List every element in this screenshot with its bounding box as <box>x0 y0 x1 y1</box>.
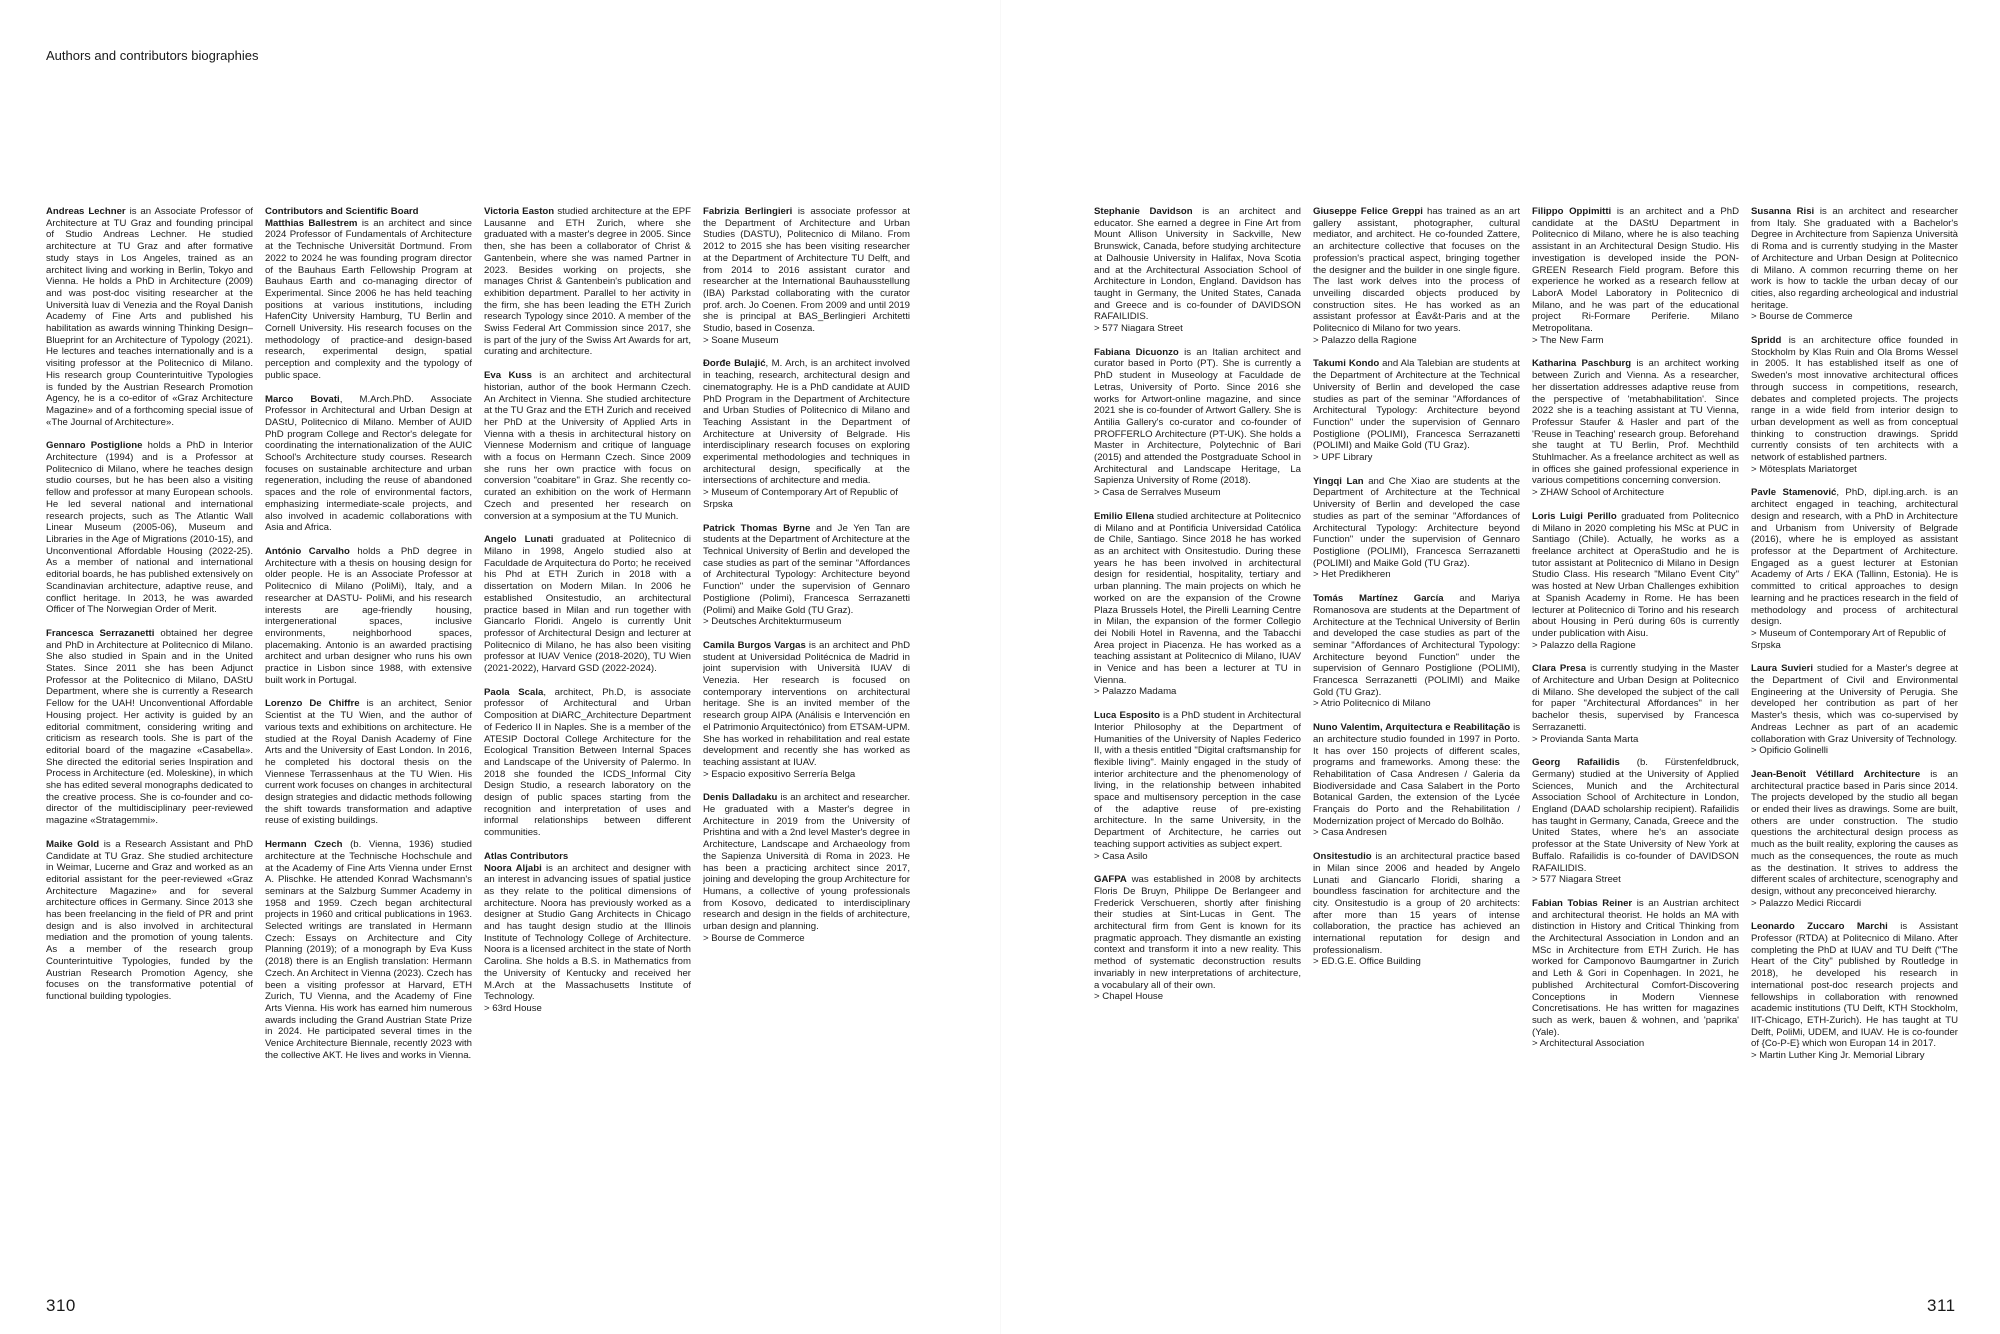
biography-column-3 <box>484 206 691 1266</box>
bio-name: Lorenzo De Chiffre <box>265 698 360 710</box>
bio-text: , M. Arch, is an architect involved in teaching, research, architectural design and cinematography. He is a PhD candidate at AUID PhD Program in the Department of Architecture and Urban Studies of Politecnico di Milano and Teaching Assistant in the Department of Architecture at University of Belgrade. His interdisciplinary research focuses on exploring experimental methodologies and techniques in architectural design, specifically at the intersections of architecture and media. <box>703 358 910 487</box>
bio-name: Patrick Thomas Byrne <box>703 522 811 534</box>
bio-entry <box>703 640 910 780</box>
bio-entry <box>1313 206 1520 346</box>
bio-name: Denis Dalladaku <box>703 792 778 804</box>
bio-entry <box>265 546 472 686</box>
bio-name: Đorđe Bulajić <box>703 358 766 370</box>
bio-entry <box>1532 206 1739 346</box>
bio-text: was established in 2008 by architects Floris De Bruyn, Philippe De Berlangeer and Frederick Verschueren, shortly after finishing their studies at Sint-Lucas in Gent. The architectural firm from Gent is known for its pragmatic approach. They dismantle an existing context and transform it into a new reality. This method of systematic deconstruction results invariably in new interpretations of architecture, a vocabulary all of their own. <box>1094 874 1301 991</box>
bio-name: Fabrizia Berlingieri <box>703 206 793 217</box>
bio-text: is an architect and designer with an interest in advancing issues of spatial justice as they relate to the political dimensions of architecture. Noora has previously worked as a designer at Studio Gang Architects in Chicago and has taught design studio at the Illinois Institute of Technology College of Architecture. Noora is a licensed architect in the state of North Carolina. She holds a B.S. in Mathematics from the University of Kentucky and received her M.Arch at the Massachusetts Institute of Technology. <box>484 862 691 1003</box>
bio-entry <box>484 687 691 839</box>
case-study-reference: > ED.G.E. Office Building <box>1313 956 1421 968</box>
case-study-reference: > Atrio Politecnico di Milano <box>1313 698 1431 710</box>
bio-entry <box>1094 347 1301 499</box>
bio-name: Onsitestudio <box>1313 851 1372 863</box>
bio-entry <box>484 863 691 1015</box>
bio-entry <box>1313 476 1520 581</box>
bio-entry <box>703 206 910 346</box>
bio-name: Leonardo Zuccaro Marchi <box>1751 921 1888 933</box>
bio-text: , architect, Ph.D, is associate professor of Architectural and Urban Composition at DiARC_Architecture Department of Federico II in Naples. She is a member of the ATESIP Doctoral College Architecture for the Ecological Transition Between Internal Spaces and Landscape of the University of Palermo. In 2018 she founded the ICDS_Informal City Design Studio, a research laboratory on the design of public spaces starting from the recognition and interpretation of uses and informal relationships between different communities. <box>484 686 691 839</box>
bio-entry <box>1313 358 1520 463</box>
page-gutter <box>1000 0 1001 1334</box>
bio-entry <box>1751 206 1958 323</box>
bio-text: studied architecture at the EPF Lausanne and ETH Zurich, where she graduated with a master's degree in 2005. Since then, she has been a collaborator of Christ & Gantenbein, where she was named Partner in 2023. Besides working on projects, she manages Christ & Gantenbein's publication and exhibition department. Parallel to her activity in the firm, she has been leading the ETH Zurich research Typology since 2010. A member of the Swiss Federal Art Commission since 2017, she is part of the jury of the Swiss Art Awards for art, curating and architecture. <box>484 206 691 358</box>
bio-text: (b. Vienna, 1936) studied architecture at the Technische Hochschule and at the Academy of Fine Arts Vienna under Ernst A. Plischke. He attended Konrad Wachsmann's seminars at the Salzburg Summer Academy in 1958 and 1959. Czech began architectural projects in 1960 and critical publications in 1963. Selected writings are translated in Hermann Czech: Essays on Architecture and City Planning (2019); of a monograph by Eva Kuss (2018) there is an English translation: Hermann Czech. An Architect in Vienna (2023). Czech has been a visiting professor at Harvard, ETH Zurich, TU Vienna, and the Academy of Fine Arts Vienna. His work has earned him numerous awards including the Grand Austrian State Prize in 2024. He participated several times in the Venice Architecture Biennale, recently 2023 with the collective AKT. He lives and works in Vienna. <box>265 839 472 1061</box>
case-study-reference: > 577 Niagara Street <box>1532 874 1621 886</box>
case-study-reference: > Museum of Contemporary Art of Republic of Srpska <box>703 487 898 510</box>
bio-name: Noora Aljabi <box>484 862 542 874</box>
bio-entry <box>1532 511 1739 651</box>
case-study-reference: > Het Predikheren <box>1313 569 1391 581</box>
bio-text: is an architectural practice based in Milan since 2006 and headed by Angelo Lunati and Giancarlo Floridi, sharing a boundless fascination for architecture and the city. Onsitestudio is a group of 20 architects: after more than 15 years of intense collaboration, the practice has achieved an international reputation for design and professionalism. <box>1313 851 1520 956</box>
bio-name: Pavle Stamenović <box>1751 487 1837 499</box>
bio-text: , PhD, dipl.ing.arch. is an architect engaged in teaching, architectural design and research, with a PhD in Architecture and Urbanism from University of Belgrade (2016), where he is employed as assistant professor at the Department of Architecture. Engaged as a guest lecturer at Estonian Academy of Arts / EKA (Tallinn, Estonia). He is committed to critical approaches to design learning and he practices research in the field of methodology and process of architectural design. <box>1751 487 1958 628</box>
section-heading: Atlas Contributors <box>484 850 569 862</box>
bio-text: is an architect, Senior Scientist at the TU Wien, and the author of various texts and exhibitions on architecture. He studied at the Royal Danish Academy of Fine Arts and the University of East London. In 2016, he completed his doctoral thesis on the Viennese Terrassenhaus at the TU Wien. His current work focuses on changes in architectural design strategies and didactic methods following the shift towards transformation and adaptive reuse of existing buildings. <box>265 698 472 827</box>
bio-entry <box>1313 593 1520 710</box>
bio-name: Andreas Lechner <box>46 206 126 217</box>
biography-column-5 <box>1094 206 1301 1266</box>
bio-name: Matthias Ballestrem <box>265 217 358 229</box>
bio-entry <box>1532 898 1739 1050</box>
bio-text: holds a PhD degree in Architecture with a thesis on housing design for older people. He is an Associate Professor at Politecnico di Milano (PoliMi), Italy, and a researcher at DASTU- PoliMi, and his research interests are age-friendly housing, intergenerational spaces, inclusive environments, neighborhood spaces, placemaking. Antonio is an awarded practising architect and urban designer who runs his own practice in Lisbon since 1988, with extensive built work in Portugal. <box>265 545 472 686</box>
bio-name: Francesca Serrazanetti <box>46 627 155 639</box>
case-study-reference: > Palazzo della Ragione <box>1313 334 1417 346</box>
case-study-reference: > ZHAW School of Architecture <box>1532 487 1665 499</box>
bio-entry <box>265 394 472 534</box>
bio-name: Giuseppe Felice Greppi <box>1313 206 1423 217</box>
case-study-reference: > Martin Luther King Jr. Memorial Library <box>1751 1050 1925 1062</box>
bio-name: Paola Scala <box>484 686 544 698</box>
case-study-reference: > Casa Andresen <box>1313 827 1387 839</box>
page-number-right: 311 <box>1927 1296 1956 1315</box>
bio-text: studied for a Master's degree at the Department of Civil and Environmental Engineering at the University of Perugia. She developed her contribution as part of her Master's thesis, which was co-supervised by Andreas Lechner as part of an academic collaboration with Graz University of Technology. <box>1751 663 1958 745</box>
case-study-reference: > Casa Asilo <box>1094 850 1148 862</box>
biography-column-1 <box>46 206 253 1266</box>
bio-entry <box>1751 663 1958 757</box>
bio-entry <box>1532 358 1739 498</box>
case-study-reference: > Deutsches Architekturmuseum <box>703 616 842 628</box>
biography-column-2 <box>265 206 472 1266</box>
bio-entry <box>1313 851 1520 968</box>
bio-text: is an Austrian architect and architectural theorist. He holds an MA with distinction in History and Critical Thinking from the Architectural Association in London and an MSc in Architecture from ETH Zurich. He has worked for Camponovo Baumgartner in Zurich and Leth & Gori in Copenhagen. In 2021, he published Architectural Comfort-Discovering Conceptions in Modern Viennese Concretisations. He has written for magazines such as werk, bauen & wohnen, and 'paprika' (Yale). <box>1532 897 1739 1038</box>
bio-text: and Che Xiao are students at the Department of Architecture at the Technical University of Berlin and developed the case studies as part of the seminar "Affordances of Architectural Typology: Architecture beyond Function" under the supervision of Gennaro Postiglione (POLIMI), Francesca Serrazanetti (POLIMI) and Maike Gold (TU Graz). <box>1313 475 1520 569</box>
bio-name: Angelo Lunati <box>484 534 554 546</box>
bio-name: Jean-Benoît Vétillard Architecture <box>1751 768 1921 780</box>
case-study-reference: > Soane Museum <box>703 334 779 346</box>
case-study-reference: > 577 Niagara Street <box>1094 323 1183 335</box>
bio-entry <box>265 839 472 1061</box>
case-study-reference: > 63rd House <box>484 1003 542 1014</box>
page-title: Authors and contributors biographies <box>46 48 259 63</box>
bio-text: and Mariya Romanosova are students at the Department of Architecture at the Technical University of Berlin and developed the case studies as part of the seminar "Affordances of Architectural Typology: Architecture beyond Function" under the supervision of Gennaro Postiglione (POLIMI), Francesca Serrazanetti (POLIMI) and Maike Gold (TU Graz). <box>1313 593 1520 698</box>
bio-entry <box>265 698 472 827</box>
bio-entry <box>703 523 910 628</box>
bio-entry <box>265 218 472 382</box>
bio-entry <box>46 440 253 616</box>
bio-text: is an Associate Professor of Architecture at TU Graz and founding principal of Studio Andreas Lechner. He studied architecture at TU Graz and after formative study stays in Los Angeles, trained as an architect living and working in Berlin, Tokyo and Vienna. He holds a PhD in Architecture (2009) and was post-doc visiting researcher at the Università Iuav di Venezia and the Royal Danish Academy of Fine Arts and published his habilitation as awards winning Thinking Design– Blueprint for an Architecture of Typology (2021). He lectures and teaches internationally and is a visiting professor at the Politecnico di Milano. His research group Counterintuitive Typologies is funded by the Austrian Research Promotion Agency, he is a co-editor of «Graz Architecture Magazine» and of a forthcoming special issue of «The Journal of Architecture». <box>46 206 253 428</box>
bio-entry <box>46 839 253 1003</box>
bio-name: Takumi Kondo <box>1313 358 1380 370</box>
bio-name: Luca Esposito <box>1094 710 1160 722</box>
bio-name: Yingqi Lan <box>1313 475 1364 487</box>
bio-entry <box>1094 206 1301 335</box>
bio-text: is an architect and educator. She earned a degree in Fine Art from Mount Allison University in Sackville, New Brunswick, Canada, before studying architecture at Dalhousie University in Halifax, Nova Scotia and at the Architectural Association School of Architecture in London, England. Davidson has taught in Germany, the United States, Canada and Greece and is co-founder of DAVIDSON RAFAILIDIS. <box>1094 206 1301 323</box>
bio-entry <box>484 534 691 674</box>
page-number-left: 310 <box>46 1296 76 1315</box>
bio-text: (b. Fürstenfeldbruck, Germany) studied at the University of Applied Sciences, Munich and the Architectural Association School of Architecture in London, England (DAAD scholarship recipient). Rafailidis has taught in Germany, Canada, Greece and the United States, where he's an associate professor at the State University of New York at Buffalo. Rafailidis is co-founder of DAVIDSON RAFAILIDIS. <box>1532 757 1739 874</box>
biography-column-6 <box>1313 206 1520 1266</box>
case-study-reference: > Chapel House <box>1094 991 1164 1003</box>
bio-name: Gennaro Postiglione <box>46 440 143 452</box>
bio-text: is an architect and researcher from Italy. She graduated with a Bachelor's Degree in Architecture from Sapienza Università di Roma and is currently studying in the Master of Architecture and Urban Design at Politecnico di Milano. A common recurring theme on her work is how to tackle the urban decay of our cities, also regarding archeological and industrial heritage. <box>1751 206 1958 311</box>
bio-text: is an architect and architectural historian, author of the book Hermann Czech. An Architect in Vienna. She studied architecture at the TU Graz and the ETH Zurich and received her PhD at the University of Applied Arts in Vienna with a thesis in architectural history on Viennese Modernism and critique of language with a focus on Hermann Czech. Since 2009 she runs her own practice with focus on conversion "coabitare" in Graz. She recently co-curated an exhibition on the work of Hermann Czech and presented her research on conversion at a symposium at the TU Munich. <box>484 370 691 522</box>
biography-column-4 <box>703 206 910 1266</box>
bio-name: Maike Gold <box>46 838 100 850</box>
bio-entry <box>484 206 691 358</box>
bio-entry <box>1751 921 1958 1061</box>
bio-text: studied architecture at Politecnico di Milano and at Pontificia Universidad Católica de Chile, Santiago. Since 2018 he has worked as an architect with Onsitestudio. During these years he has been involved in architectural design for residential, hospitality, tertiary and urban planning. The main projects on which he worked on are the expansion of the Crowne Plaza Brussels Hotel, the Pirelli Learning Centre in Milan, the expansion of the former Collegio dei Nobili Hotel in Ravenna, and the Tabacchi Area project in Piacenza. He has worked as a teaching assistant at Politecnico di Milano, IUAV in Venice and has been a lecturer at TU in Vienna. <box>1094 510 1301 686</box>
bio-entry <box>703 792 910 944</box>
bio-text: graduated from Politecnico di Milano in 2020 completing his MSc at PUC in Santiago (Chile). Actually, he works as a freelance architect at OperaStudio and he is tutor assistant at Politecnico di Milano in Design Studio Class. His research "Milano Event City" was hosted at New Urban Challenges exhibition at Spanish Academy in Rome. He has been lecturer at Politecnico di Torino and his research about Housing in Perú during 60s is currently under publication with Aisu. <box>1532 510 1739 639</box>
bio-name: Spridd <box>1751 335 1782 347</box>
bio-name: Clara Presa <box>1532 663 1587 675</box>
bio-text: is a Research Assistant and PhD Candidate at TU Graz. She studied architecture in Weimar, Lucerne and Graz and worked as an editorial assistant for the peer-reviewed «Graz Architecture Magazine» and for several architecture offices in Germany. Since 2013 she has been freelancing in the field of PR and print design and is also involved in architectural mediation and the promotion of young talents. As a member of the research group Counterintuitive Typologies, funded by the Austrian Research Promotion Agency, she focuses on the transformative potential of functional building typologies. <box>46 838 253 1002</box>
bio-entry <box>1094 710 1301 862</box>
bio-entry <box>1313 722 1520 839</box>
case-study-reference: > Palazzo Madama <box>1094 686 1177 698</box>
case-study-reference: > Provianda Santa Marta <box>1532 733 1639 745</box>
biography-column-7 <box>1532 206 1739 1266</box>
bio-text: is associate professor at the Department of Architecture and Urban Studies (DASTU), Politecnico di Milano. From 2012 to 2015 she has been visiting researcher at the Department of Architecture TU Delft, and from 2014 to 2016 assistant curator and researcher at the International Bauhausstellung (IBA) Parkstad collaborating with the curator prof. arch. Jo Coenen. From 2009 and until 2019 she is principal at BAS_Berlingieri Architetti Studio, based in Cosenza. <box>703 206 910 335</box>
bio-text: is an Italian architect and curator based in Porto (PT). She is currently a PhD student in Museology at Faculdade de Letras, University of Porto. Since 2016 she works for Artwort-online magazine, and since 2021 she is co-founder of Artwort Gallery. She is Antilia Gallery's co-curator and co-founder of PROFFERLO Architecture (PT-UK). She holds a Master in Architecture, Polytechnic of Bari (2015) and attended the Postgraduate School in Architectural and Landscape Heritage, La Sapienza University of Rome (2018). <box>1094 346 1301 487</box>
bio-text: and Je Yen Tan are students at the Department of Architecture at the Technical University of Berlin and developed the case studies as part of the seminar "Affordances of Architectural Typology: Architecture beyond Function" under the supervision of Gennaro Postiglione (Polimi), Francesca Serrazanetti (Polimi) and Maike Gold (TU Graz). <box>703 522 910 616</box>
bio-text: is an architectural practice based in Paris since 2014. The projects developed by the studio all began or ended their lives as drawings. Some are built, others are under construction. The studio questions the architectural design process as much as the built reality, exploring the causes as much as the consequences, the route as much as the destination. It strives to address the different scales of architecture, scenography and design, without any preconceived hierarchy. <box>1751 768 1958 897</box>
bio-entry <box>1751 487 1958 651</box>
bio-text: is an architect and since 2024 Professor of Fundamentals of Architecture at the Technische Universität Dortmund. From 2022 to 2024 he was founding program director of the Bauhaus Earth Fellowship Program at Bauhaus Earth and co-managing director of Experimental. Since 2006 he has held teaching positions at various institutions, including HafenCity University Hamburg, TU Berlin and Cornell University. His research focuses on the methodology of practice-and design-based research, experimental design, spatial perception and complexity and the typology of public space. <box>265 217 472 381</box>
bio-name: Filippo Oppimitti <box>1532 206 1612 217</box>
bio-name: Fabiana Dicuonzo <box>1094 346 1179 358</box>
bio-name: Emilio Ellena <box>1094 510 1154 522</box>
bio-text: has trained as an art gallery assistant, photographer, cultural mediator, and architect. He co-founded Zattere, an architecture collective that focuses on the profession's practical aspect, bringing together the designer and the builder in one single figure. The last work delves into the process of unveiling discarded objects produced by construction sites. He has worked as an assistant professor at Éav&t-Paris and at the Politecnico di Milano for two years. <box>1313 206 1520 335</box>
bio-name: Susanna Risi <box>1751 206 1815 217</box>
bio-entry <box>1094 511 1301 698</box>
bio-name: Georg Rafailidis <box>1532 757 1620 769</box>
bio-name: Marco Bovati <box>265 393 340 405</box>
bio-name: Hermann Czech <box>265 839 343 851</box>
case-study-reference: > Architectural Association <box>1532 1038 1645 1050</box>
case-study-reference: > Museum of Contemporary Art of Republic of Srpska <box>1751 627 1946 651</box>
bio-text: , M.Arch.PhD. Associate Professor in Architectural and Urban Design at DAStU, Politecnico di Milano. Member of AUID PhD program College and Rector's delegate for coordinating the internationalization of the AUIC School's Architecture study courses. Research focuses on sustainable architecture and urban regeneration, including the reuse of abandoned spaces and the role of environmental factors, emphasizing intermediate-scale projects, and also involved in academic collaborations with Asia and Africa. <box>265 393 472 534</box>
case-study-reference: > Espacio expositivo Serrería Belga <box>703 768 856 780</box>
bio-entry <box>1094 874 1301 1003</box>
bio-name: Nuno Valentim, Arquitectura e Reabilitação <box>1313 722 1511 734</box>
biography-column-8 <box>1751 206 1958 1266</box>
case-study-reference: > Casa de Serralves Museum <box>1094 487 1221 499</box>
case-study-reference: > The New Farm <box>1532 334 1604 346</box>
bio-name: Fabian Tobias Reiner <box>1532 897 1633 909</box>
case-study-reference: > UPF Library <box>1313 452 1373 464</box>
bio-name: Laura Suvieri <box>1751 663 1814 675</box>
case-study-reference: > Palazzo Medici Riccardi <box>1751 897 1862 909</box>
bio-name: Camila Burgos Vargas <box>703 639 806 651</box>
bio-name: Eva Kuss <box>484 370 532 382</box>
bio-text: and Ala Talebian are students at the Department of Architecture at the Technical University of Berlin and developed the case studies as part of the seminar "Affordances of Architectural Typology: Architecture beyond Function" under the supervision of Gennaro Postiglione (POLIMI), Francesca Serrazanetti (POLIMI) and Maike Gold (TU Graz). <box>1313 358 1520 452</box>
bio-name: Stephanie Davidson <box>1094 206 1193 217</box>
case-study-reference: > Bourse de Commerce <box>1751 311 1853 323</box>
bio-name: Tomás Martínez García <box>1313 593 1444 605</box>
bio-entry <box>1751 335 1958 475</box>
bio-text: is an architect and PhD student at Universidad Politécnica de Madrid in joint supervision with Università IUAV di Venezia. Her research is focused on contemporary interventions on architectural heritage. She is an invited member of the research group AIPA (Análisis e Intervención en el Patrimonio Arquitectónico) from ETSAM-UPM. She has worked in rehabilitation and real estate development and recently she has worked as teaching assistant at IUAV. <box>703 639 910 768</box>
section-heading: Contributors and Scientific Board <box>265 206 419 217</box>
case-study-reference: > Palazzo della Ragione <box>1532 639 1636 651</box>
bio-text: is an architecture studio founded in 1997 in Porto. It has over 150 projects of different scales, programs and frameworks. Among these: the Rehabilitation of Casa Andresen / Galeria da Biodiversidade and Casa Salabert in the Porto Botanical Garden, the extension of the Lycée Français do Porto and the Rehabilitation / Modernization project of Mercado do Bolhão. <box>1313 722 1520 827</box>
bio-entry <box>46 628 253 827</box>
bio-entry <box>703 358 910 510</box>
bio-text: is an architect and a PhD candidate at the DAStU Department in Politecnico di Milano, where he is also teaching assistant in an Architectural Design Studio. His investigation is developed inside the PON-GREEN Research Field program. Before this experience he worked as a research fellow at LaborA Model Laboratory in Politecnico di Milano, and he was part of the educational project Ri-Formare Periferie. Milano Metropolitana. <box>1532 206 1739 335</box>
case-study-reference: > Bourse de Commerce <box>703 932 805 944</box>
bio-name: Victoria Easton <box>484 206 555 217</box>
bio-text: is an architect working between Zurich and Vienna. As a researcher, her dissertation addresses adaptive reuse from the perspective of 'metabhabilitation'. Since 2022 she is a teaching assistant at TU Vienna, Professur Staufer & Hasler and part of the 'Reuse in Teaching' research group. Beforehand she taught at TU Berlin, Prof. Mechthild Stuhlmacher. As a freelance architect as well as in offices she gained professional experience in various competitions concerning conversion. <box>1532 358 1739 487</box>
bio-text: is currently studying in the Master of Architecture and Urban Design at Politecnico di Milano. She developed the subject of the call for paper "Architectural Affordances" in her bachelor thesis, supervised by Francesca Serrazanetti. <box>1532 663 1739 733</box>
bio-entry <box>1532 663 1739 745</box>
bio-text: obtained her degree and PhD in Architecture at Politecnico di Milano. She also studied in Spain and in the United States. Since 2011 she has been Adjunct Professor at the Politecnico di Milano, DAStU Department, where she is currently a Research Fellow for the UAH! Unconventional Affordable Housing project. Her activity is guided by an editorial commitment, considering writing and criticism as research tools. She is part of the editorial board of the magazine «Casabella». She directed the editorial series Inspiration and Process in Architecture (ed. Moleskine), in which she has edited several monographs dedicated to the creative process. She is co-founder and co-director of the multidisciplinary peer-reviewed magazine «Stratagemmi». <box>46 627 253 827</box>
bio-text: graduated at Politecnico di Milano in 1998, Angelo studied also at Faculdade de Arquitectura do Porto; he received his Phd at ETH Zurich in 2018 with a dissertation on Modern Milan. In 2006 he established Onsitestudio, an architectural practice based in Milan and run together with Giancarlo Floridi. Angelo is currently Unit professor of Architectural Design and lecturer at Politecnico di Milano, he has also been visiting professor at IUAV Venice (2018-2020), TU Wien (2021-2022), Harvard GSD (2022-2024). <box>484 534 691 675</box>
bio-entry <box>46 206 253 428</box>
case-study-reference: > Opificio Golinelli <box>1751 745 1829 757</box>
bio-text: is Assistant Professor (RTDA) at Politecnico di Milano. After completing the PhD at IUAV and TU Delft ("The Heart of the City" published by Routledge in 2018), he developed his research in international post-doc research projects and fellowships in collaboration with renowned academic institutions (TU Delft, KTH Stockholm, IIT-Chicago, ETH-Zurich). He has taught at TU Delft, PoliMi, UDEM, and IUAV. He is co-founder of {Co-P-E} which won Europan 14 in 2017. <box>1751 921 1958 1050</box>
bio-name: GAFPA <box>1094 874 1127 886</box>
bio-text: is an architect and researcher. He graduated with a Master's degree in Architecture in 2019 from the University of Prishtina and with a 2nd level Master's degree in Architecture, Landscape and Archaeology from the Sapienza Università di Roma in 2023. He has been a practicing architect since 2017, joining and developing the group Architecture for Humans, a collective of young professionals from Kosovo, dedicated to interdisciplinary research and design in the fields of architecture, urban design and planning. <box>703 792 910 933</box>
bio-name: António Carvalho <box>265 545 350 557</box>
bio-entry <box>484 370 691 522</box>
bio-entry <box>1532 757 1739 886</box>
bio-name: Loris Luigi Perillo <box>1532 510 1617 522</box>
bio-entry <box>1751 769 1958 909</box>
case-study-reference: > Mötesplats Mariatorget <box>1751 463 1857 475</box>
bio-name: Katharina Paschburg <box>1532 358 1632 370</box>
bio-text: is an architecture office founded in Stockholm by Klas Ruin and Ola Broms Wessel in 2005. It has established itself as one of Sweden's most innovative architectural offices through success in competitions, research, debates and completed projects. The projects range in a wide field from interior design to urban development as well as from conceptual thinking to construction drawings. Spridd currently consists of ten architects with a network of established partners. <box>1751 335 1958 464</box>
bio-text: holds a PhD in Interior Architecture (1994) and is a Professor at Politecnico di Milano, where he teaches design studio courses, but he has been also a visiting fellow and professor at many European schools. He led several national and international research projects, such as The Atlantic Wall Linear Museum (2005-06), Museum and Libraries in the Age of Migrations (2010-15), and Unconventional Affordable Housing (2022-25). As a member of national and international editorial boards, he has published extensively on Scandinavian architecture, adaptive reuse, and conflict heritage. In 2013, he was awarded Officer of The Norwegian Order of Merit. <box>46 440 253 616</box>
bio-text: is a PhD student in Architectural Interior Philosophy at the Department of Humanities of the University of Naples Federico II, with a thesis entitled "Digital craftsmanship for flexible living". Mainly engaged in the study of interior architecture and the phenomenology of living, in the relationship between inhabited space and multisensory perception in the case of the adaptive reuse of pre-existing architecture. In the same University, in the Department of Architecture, he carries out teaching support activities as subject expert. <box>1094 710 1301 850</box>
